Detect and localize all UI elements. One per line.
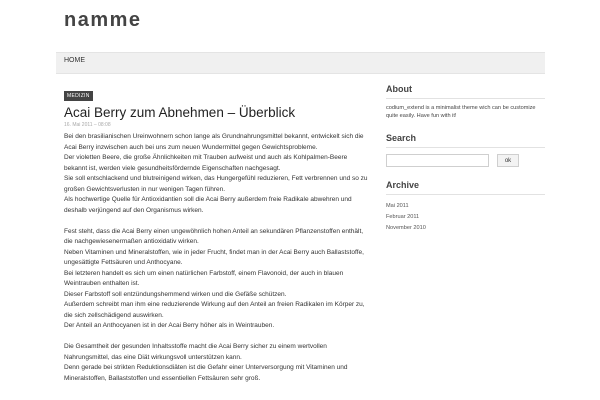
text-line: Denn gerade bei strikten Reduktionsdiäten ist die Gefahr einer Unterversorgung mit Vitaminen und bbox=[64, 364, 348, 371]
archive-link[interactable]: Mai 2011 bbox=[386, 203, 409, 209]
about-heading: About bbox=[386, 84, 545, 99]
post-paragraph bbox=[64, 132, 370, 216]
text-line: die nachgewiesenermaßen antioxidativ wirken. bbox=[64, 238, 199, 245]
text-line: Fest steht, dass die Acai Berry einen ungewöhnlich hohen Anteil an sekundären Pflanzenstoffen enthält, bbox=[64, 227, 364, 235]
text-line: Nahrungsmittel, das eine Diät wirkungsvoll unterstützen kann. bbox=[64, 353, 242, 361]
archive-widget bbox=[386, 180, 545, 234]
text-line: Bei letzteren handelt es sich um einen natürlichen Farbstoff, einem Flavonoid, der auch in blauen bbox=[64, 269, 344, 277]
search-form bbox=[386, 154, 545, 167]
category-badge[interactable]: MEDIZIN bbox=[64, 91, 93, 101]
search-heading: Search bbox=[386, 133, 545, 148]
archive-list bbox=[386, 201, 545, 234]
post-title[interactable]: Acai Berry zum Abnehmen – Überblick bbox=[64, 105, 296, 120]
archive-link[interactable]: November 2010 bbox=[386, 225, 426, 231]
about-text: codium_extend is a minimalist theme wich can be customize quite easily. Have fun with it! bbox=[386, 105, 536, 119]
about-widget bbox=[386, 84, 545, 120]
archive-heading: Archive bbox=[386, 180, 545, 195]
main-navigation bbox=[56, 52, 545, 74]
text-line: die sich zellschädigend auswirken. bbox=[64, 311, 164, 319]
search-submit-button[interactable]: ok bbox=[497, 154, 519, 167]
text-line: Als hochwertige Quelle für Antioxidantien soll die Acai Berry außerdem freie Radikale abwehren und bbox=[64, 196, 352, 203]
text-line: Die Gesamtheit der gesunden Inhaltsstoffe macht die Acai Berry sicher zu einem wertvollen bbox=[64, 343, 327, 350]
search-input[interactable] bbox=[386, 154, 489, 167]
post-date: 16. Mai 2011 – 08:08 bbox=[64, 122, 111, 128]
text-line: Der violetten Beere, die große Ähnlichkeiten mit Trauben aufweist und auch als Kohlpalmen-Beere bbox=[64, 154, 348, 161]
main-content bbox=[64, 84, 370, 395]
text-line: Weintrauben enthalten ist. bbox=[64, 280, 140, 287]
text-line: deshalb verjüngend auf den Organismus wirken. bbox=[64, 206, 204, 214]
text-line: Außerdem schreibt man ihm eine reduzierende Wirkung auf den Anteil an freien Radikalen im Körper zu, bbox=[64, 301, 365, 308]
text-line: Neben Vitaminen und Mineralstoffen, wie in jeder Frucht, findet man in der Acai Berry auch Ballaststoffe, bbox=[64, 248, 364, 256]
text-line: Mineralstoffen, Ballaststoffen und essentiellen Fettsäuren sehr groß. bbox=[64, 374, 261, 382]
text-line: großen Gewichtsverlusten in nur wenigen Tagen führen. bbox=[64, 185, 226, 193]
sidebar bbox=[386, 84, 545, 247]
text-line: ungesättigte Fettsäuren und Anthocyane. bbox=[64, 259, 183, 266]
post-paragraph bbox=[64, 342, 370, 384]
post-body bbox=[64, 132, 370, 384]
archive-link[interactable]: Februar 2011 bbox=[386, 214, 420, 220]
text-line: Bei den brasilianischen Ureinwohnern schon lange als Grundnahrungsmittel bekannt, entwickelt sich die bbox=[64, 133, 364, 140]
text-line: Acai Berry inzwischen auch bei uns zum neuen Wundermittel gegen Gewichtsprobleme. bbox=[64, 143, 318, 151]
text-line: bekannt ist, werden viele gesundheitsfördernde Eigenschaften nachgesagt. bbox=[64, 164, 281, 172]
text-line: Dieser Farbstoff soll entzündungshemmend wirken und die Gefäße schützen. bbox=[64, 290, 287, 298]
nav-item-home[interactable]: HOME bbox=[64, 57, 85, 64]
search-widget bbox=[386, 133, 545, 167]
site-title[interactable]: namme bbox=[64, 9, 142, 31]
text-line: Sie soll entschlackend und blutreinigend wirken, das Hungergefühl reduzieren, Fett verbrennen und so zu bbox=[64, 175, 368, 182]
text-line: Der Anteil an Anthocyanen ist in der Acai Berry höher als in Weintrauben. bbox=[64, 322, 275, 329]
post-paragraph bbox=[64, 227, 370, 332]
